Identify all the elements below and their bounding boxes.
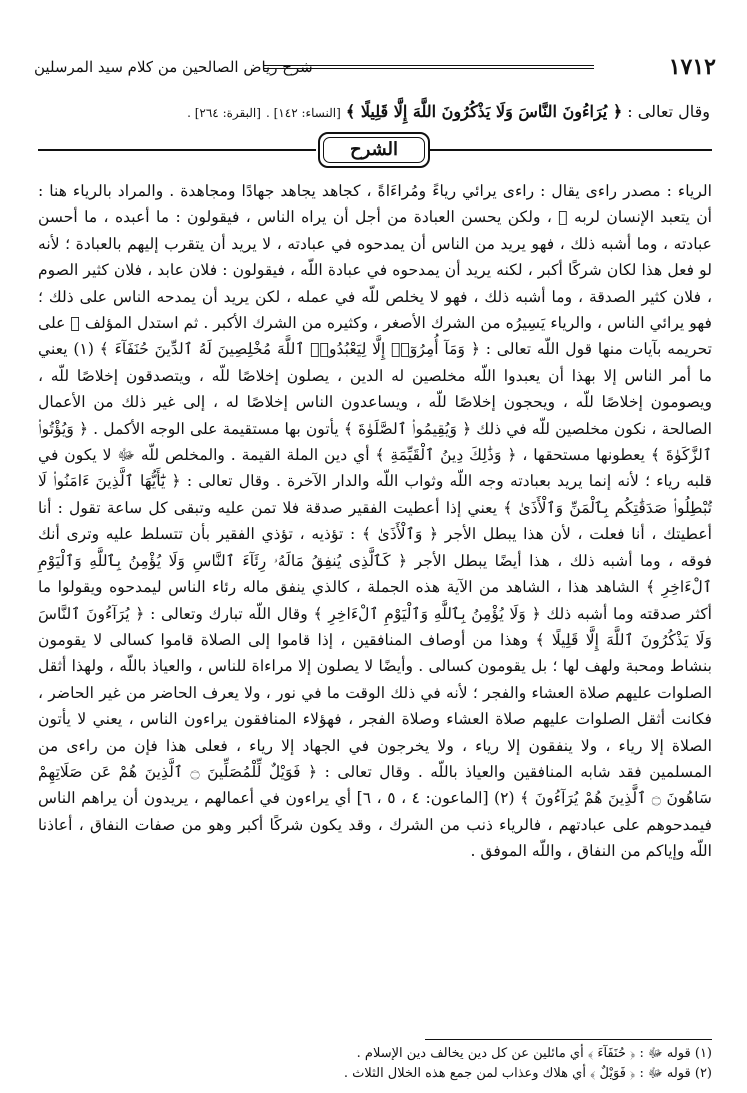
verse-reference-baqara: [البقرة: ٢٦٤] . <box>187 106 261 120</box>
page-number: ١٧١٢ <box>668 54 716 80</box>
footnote-2: (٢) قوله ﷻ : ﴿ فَوَيْلٌ ﴾ أي هلاك وعذاب لمن جمع هذه الخلال الثلاث . <box>343 1066 712 1081</box>
quran-verse: ﴿ يُرَاءُونَ النَّاسَ وَلَا يَذْكُرُونَ اللَّهَ إِلَّا قَلِيلًا ﴾ <box>345 102 623 121</box>
footnote-1: (١) قوله ﷻ : ﴿ حُنَفَآءَ ﴾ أي مائلين عن كل دين يخالف دين الإسلام . <box>356 1046 712 1061</box>
heading-rule-right <box>430 149 712 151</box>
top-verse-line <box>60 99 710 126</box>
commentary-paragraph: الرياء : مصدر راءى يقال : راءى يرائي رياءً ومُراءَاةً ، كجاهد يجاهد جهادًا ومجاهدة . والمراد بالرياء هنا : أن يتعبد الإنسان لربه ﷻ ، ولكن يحسن العبادة من أجل أن يراه الناس ، فيقولون : ما أعبده ، ما أحسن عبادته ، وما أشبه ذلك ، فهو يريد من الناس أن يمدحوه في عبادته ، لا يريد أن يتقرب إليهم بالعبادة ؛ لأنه لو فعل هذا لكان شركًا أكبر ، لكنه يريد أن يمدحوه في عبادة اللّه ، فيقولون : فلان عابد ، فلان كثير الصوم ، فلان كثير الصدقة ، وما أشبه ذلك ، فهو لا يخلص للّه في عمله ، لكن يريد أن يمدحه الناس على ذلك ؛ فهو يرائي الناس ، والرياء يَسِيرُه من الشرك الأصغر ، وكثيره من الشرك الأكبر . ثم استدل المؤلف ﷺ على تحريمه بآيات منها قول اللّه تعالى : ﴿ وَمَآ أُمِرُوٓا۟ إِلَّا لِيَعْبُدُوا۟ ٱللَّهَ مُخْلِصِينَ لَهُ ٱلدِّينَ حُنَفَآءَ ﴾ (١) يعني ما أمر الناس إلا بهذا أن يعبدوا اللّه مخلصين له الدين ، يصلون إخلاصًا للّه ، ويتصدقون إخلاصًا للّه ، ويصومون إخلاصًا للّه ، ويحجون إخلاصًا للّه ، ويساعدون الناس إخلاصًا له ، إلى غير ذلك من الأعمال الصالحة ، نكون مخلصين للّه في ذلك ﴿ وَيُقِيمُوا۟ ٱلصَّلَوٰةَ ﴾ يأتون بها مستقيمة على الوجه الأكمل . ﴿ وَيُؤْتُوا۟ ٱلزَّكَوٰةَ ﴾ يعطونها مستحقها ، ﴿ وَذَٰلِكَ دِينُ ٱلْقَيِّمَةِ ﴾ أي دين الملة القيمة . والمخلص للّه ﷻ لا يكون في قلبه رياء ؛ لأنه إنما يريد بعبادته وجه اللّه وثواب اللّه والدار الآخرة . وقال تعالى : ﴿ يَٰٓأَيُّهَا ٱلَّذِينَ ءَامَنُوا۟ لَا تُبْطِلُوا۟ صَدَقَٰتِكُم بِٱلْمَنِّ وَٱلْأَذَىٰ ﴾ يعني إذا أعطيت الفقير صدقة فلا تمن عليه وتبقى كل ساعة تقول : أنا أعطيتك ، أنا فعلت ، لأن هذا يبطل الأجر ﴿ وَٱلْأَذَىٰ ﴾ : تؤذيه ، تؤذي الفقير بأن تتسلط عليه وترى أنك فوقه ، وما أشبه ذلك ، هذا أيضًا يبطل الأجر ﴿ كَٱلَّذِى يُنفِقُ مَالَهُۥ رِئَآءَ ٱلنَّاسِ وَلَا يُؤْمِنُ بِٱللَّهِ وَٱلْيَوْمِ ٱلْءَاخِرِ ﴾ الشاهد هذا ، الشاهد من الآية هذه الجملة ، كالذي ينفق ماله رئاء الناس ليمدحوه ويقولوا ما أكثر صدقته وما أشبه ذلك ﴿ وَلَا يُؤْمِنُ بِٱللَّهِ وَٱلْيَوْمِ ٱلْءَاخِرِ ﴾ وقال اللّه تبارك وتعالى : ﴿ يُرَآءُونَ ٱلنَّاسَ وَلَا يَذْكُرُونَ ٱللَّهَ إِلَّا قَلِيلًا ﴾ وهذا من أوصاف المنافقين ، إذا قاموا إلى الصلاة قاموا كسالى لا يقومون بنشاط ومحبة ولهف لها ؛ بل يقومون كسالى . وأيضًا لا يصلون إلا مراءاة للناس ، والعياذ باللّه ، ولهذا أثقل الصلوات عليهم صلاة العشاء والفجر ؛ لأنه في ذلك الوقت ما في نور ، ولا يعرف الحاضر من غير الحاضر ، فكانت أثقل الصلوات عليهم صلاة العشاء وصلاة الفجر ، فهؤلاء المنافقون يراءون الناس ، يعني لا يأتون الصلاة إلا رياء ، ولا ينفقون إلا رياء ، ولا يخرجون في الجهاد إلا رياء ، فعلى هذا فإن من راءى من المسلمين فقد شابه المنافقين والعياذ باللّه . وقال تعالى : ﴿ فَوَيْلٌ لِّلْمُصَلِّينَ ۝ ٱلَّذِينَ هُمْ عَن صَلَاتِهِمْ سَاهُونَ ۝ ٱلَّذِينَ هُمْ يُرَآءُونَ ﴾ (٢) [الماعون: ٤ ، ٥ ، ٦] أي يراءون في أعمالهم ، يريدون أن يراهم الناس فيمدحوهم على عبادتهم ، فالرياء ذنب من الشرك ، وقد يكون شركًا أكبر وهو من صفات النفاق ، أعاذنا اللّه وإياكم من النفاق ، واللّه الموفق . <box>38 182 713 861</box>
header-rule <box>264 65 594 69</box>
footnote-separator <box>425 1039 712 1040</box>
book-title: شرح رياض الصالحين من كلام سيد المرسلين <box>34 58 313 76</box>
commentary-text <box>38 178 712 865</box>
verse-lead: وقال تعالى : <box>627 102 710 121</box>
verse-reference-nisa: [النساء: ١٤٢] . <box>265 106 341 120</box>
section-heading <box>0 128 747 172</box>
heading-rule-left <box>38 149 316 151</box>
running-header <box>34 54 716 80</box>
section-title: الشرح <box>318 132 430 168</box>
footnotes <box>200 1044 712 1084</box>
